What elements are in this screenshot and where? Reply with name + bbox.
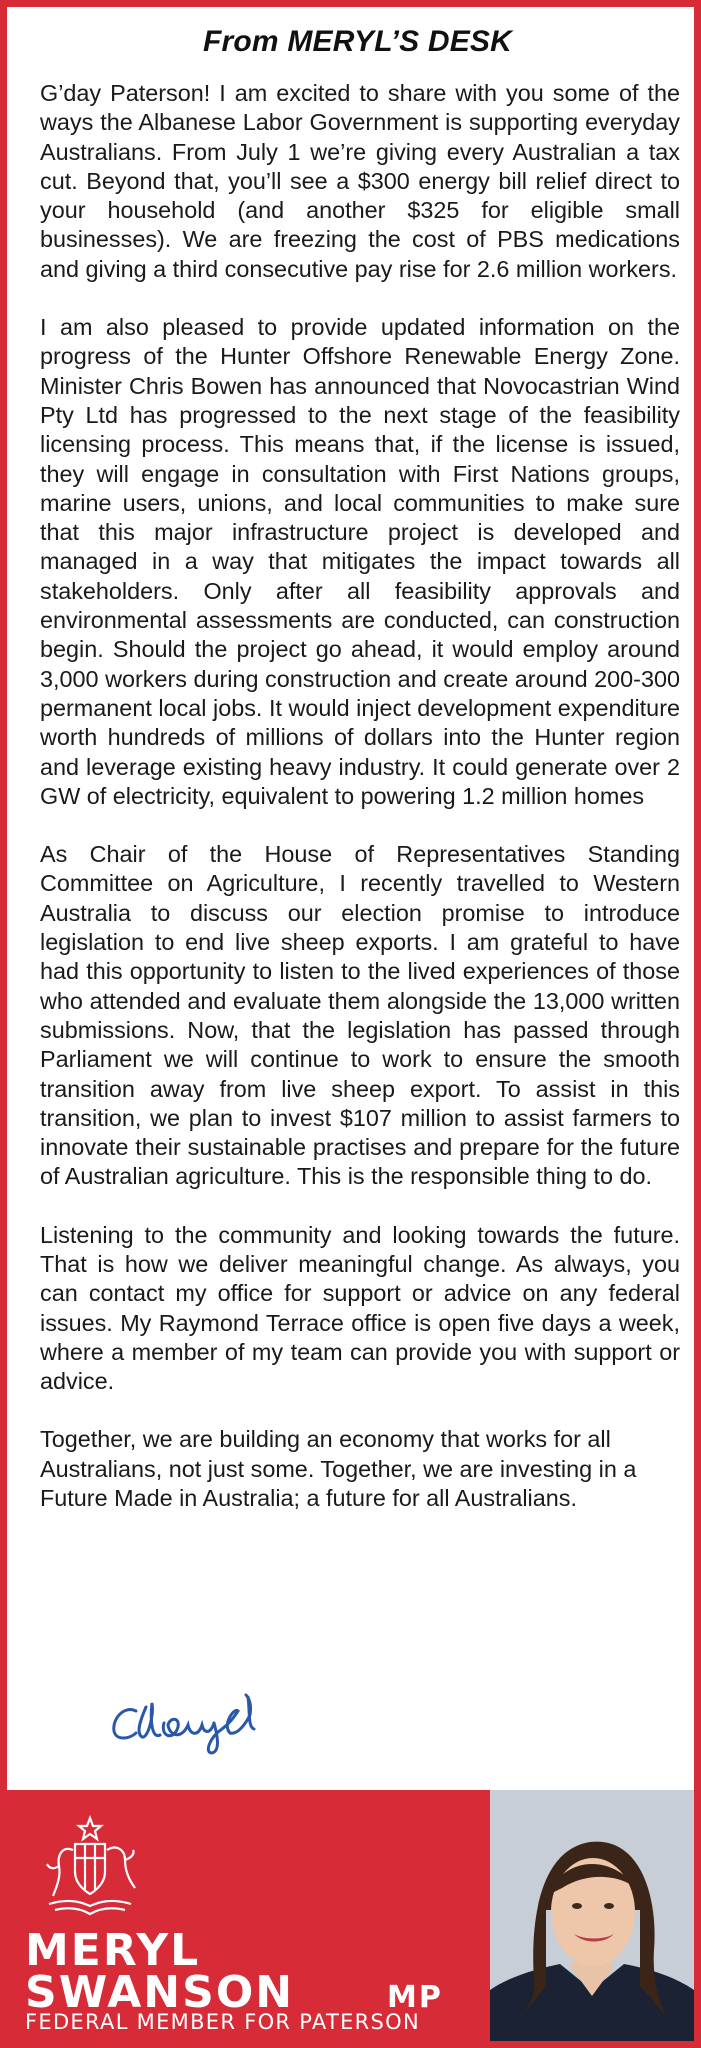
member-last-name: SWANSON [25,1967,295,2018]
member-suffix: MP [387,1980,443,2015]
paragraph-community: Listening to the community and looking towards the future. That is how we deliver meaningful change. As always, you can contact my office for support or advice on any federal issues. My Raymond Terrace office is open five days a week, where a member of my team can provide you with support or advice. [40,1221,680,1395]
paragraph-closing: Together, we are building an economy that works for all Australians, not just some. Together, we are investing in a Future Made in Australia; a future for all Australians. [40,1426,637,1512]
paragraph-agriculture: As Chair of the House of Representatives Standing Committee on Agriculture, I recently travelled to Western Australia to discuss our election promise to introduce legislation to end live sheep exports. I am grateful to have had this opportunity to listen to the lived experiences of those who attended and evaluate them alongside the 13,000 written submissions. Now, that the legislation has passed through Parliament we will continue to work to ensure the smooth transition away from live sheep export. To assist in this transition, we plan to invest $107 million to assist farmers to innovate their sustainable practises and prepare for the future of Australian agriculture. This is the responsible thing to do. [40,841,680,1190]
member-portrait [490,1790,694,2041]
member-role: FEDERAL MEMBER FOR PATERSON [25,2010,421,2034]
letter-body [40,79,680,1513]
coat-of-arms-icon [35,1810,145,1930]
member-banner [7,1790,694,2041]
signature [102,1667,292,1757]
paragraph-energy-zone: I am also pleased to provide updated information on the progress of the Hunter Offshore Renewable Energy Zone. Minister Chris Bowen has announced that Novocastrian Wind Pty Ltd has progressed to the next stage of the feasibility licensing process. This means that, if the license is issued, they will engage in consultation with First Nations groups, marine users, unions, and local communities to make sure that this major infrastructure project is developed and managed in a way that mitigates the impact towards all stakeholders. Only after all feasibility approvals and environmental assessments are conducted, can construction begin. Should the project go ahead, it would employ around 3,000 workers during construction and create around 200-300 permanent local jobs. It would inject development expenditure worth hundreds of millions of dollars into the Hunter region and leverage existing heavy industry. It could generate over 2 GW of electricity, equivalent to powering 1.2 million homes [40,314,680,809]
page-title: From MERYL’S DESK [203,25,512,58]
member-first-name: MERYL [25,1925,201,1976]
paragraph-intro: G’day Paterson! I am excited to share with you some of the ways the Albanese Labor Government is supporting everyday Australians. From July 1 we’re giving every Australian a tax cut. Beyond that, you’ll see a $300 energy bill relief direct to your household (and another $325 for eligible small businesses). We are freezing the cost of PBS medications and giving a third consecutive pay rise for 2.6 million workers. [40,80,680,282]
